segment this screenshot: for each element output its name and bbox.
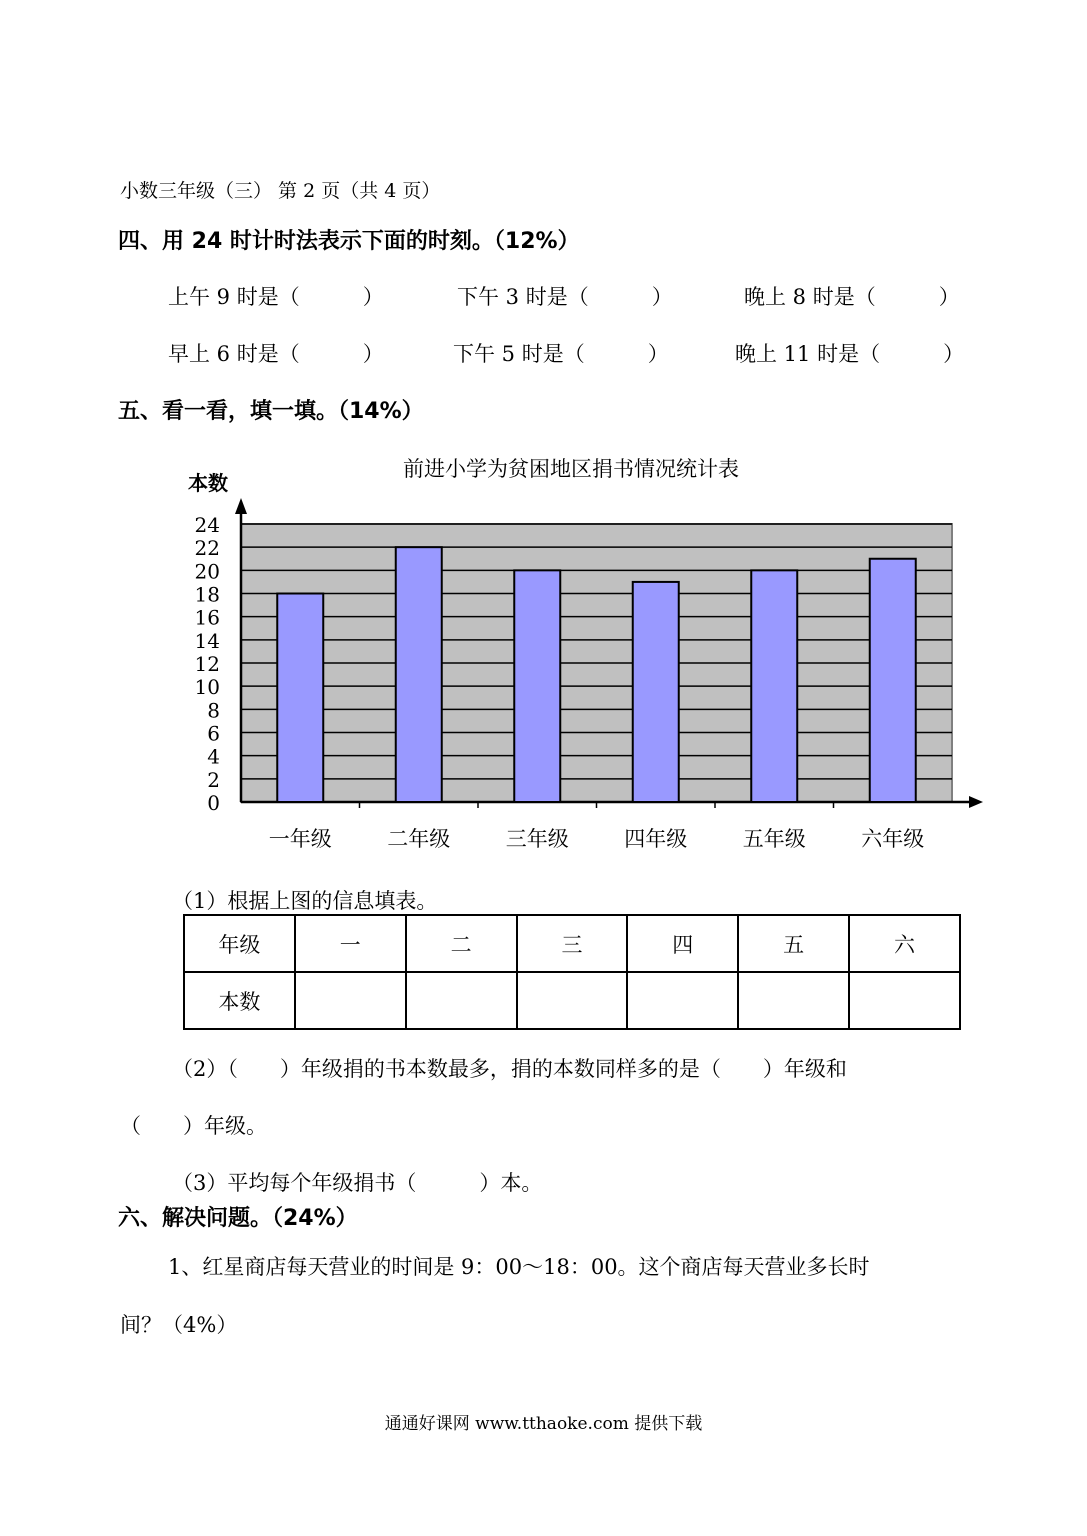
table-row [184, 972, 960, 1029]
time-question-3: 晚上 8 时是（ ） [744, 285, 960, 309]
y-tick-label: 6 [207, 721, 220, 746]
y-axis-arrow [235, 498, 247, 514]
page-header: 小数三年级（三） 第 2 页（共 4 页） [120, 180, 441, 202]
y-tick-label: 10 [194, 675, 220, 700]
fill-in-table [183, 914, 961, 1030]
page-footer: 通通好课网 www.tthaoke.com 提供下载 [384, 1414, 703, 1434]
time-question-2: 下午 3 时是（ ） [457, 285, 673, 309]
bar [514, 570, 560, 802]
answer-cell[interactable] [295, 972, 406, 1029]
row-header-grade: 年级 [184, 915, 295, 972]
y-tick-label: 18 [194, 582, 220, 607]
col-grade-4: 四 [627, 915, 738, 972]
row-header-count: 本数 [184, 972, 295, 1029]
col-grade-2: 二 [406, 915, 517, 972]
x-category-label: 四年级 [624, 827, 688, 851]
bar [870, 559, 916, 802]
answer-cell[interactable] [849, 972, 960, 1029]
x-category-label: 一年级 [268, 827, 332, 851]
y-axis-label: 本数 [188, 471, 228, 495]
bar-chart [180, 448, 990, 860]
question-1-text: （1）根据上图的信息填表。 [172, 889, 438, 913]
time-question-6: 晚上 11 时是（ ） [735, 342, 965, 366]
time-question-5: 下午 5 时是（ ） [453, 342, 669, 366]
col-grade-3: 三 [517, 915, 628, 972]
section-5-title: 五、看一看，填一填。（14%） [118, 399, 424, 424]
x-category-label: 五年级 [742, 827, 806, 851]
bar-chart-svg [180, 448, 990, 860]
question-3-text: （3）平均每个年级捐书（ ）本。 [172, 1171, 543, 1195]
question-2-line-1: （2）（ ）年级捐的书本数最多，捐的本数同样多的是（ ）年级和 [172, 1057, 847, 1081]
section-4-title: 四、用 24 时计时法表示下面的时刻。（12%） [118, 229, 580, 254]
y-tick-label: 8 [207, 698, 220, 723]
y-tick-label: 22 [194, 536, 220, 561]
answer-cell[interactable] [517, 972, 628, 1029]
y-tick-label: 4 [207, 744, 220, 769]
col-grade-1: 一 [295, 915, 406, 972]
question-2-line-2: （ ）年级。 [120, 1114, 267, 1138]
y-tick-label: 20 [194, 559, 220, 584]
bar [633, 582, 679, 802]
y-tick-label: 16 [194, 605, 220, 630]
bar [751, 570, 797, 802]
x-category-label: 二年级 [387, 827, 451, 851]
section-6-title: 六、解决问题。（24%） [118, 1206, 358, 1231]
y-tick-label: 24 [194, 513, 220, 537]
time-question-1: 上午 9 时是（ ） [168, 285, 384, 309]
bar [396, 547, 442, 802]
table-row [184, 915, 960, 972]
answer-cell[interactable] [738, 972, 849, 1029]
bar [277, 594, 323, 803]
chart-title: 前进小学为贫困地区捐书情况统计表 [403, 457, 739, 481]
x-category-label: 三年级 [505, 827, 569, 851]
x-category-label: 六年级 [861, 827, 925, 851]
col-grade-6: 六 [849, 915, 960, 972]
answer-cell[interactable] [627, 972, 738, 1029]
y-tick-label: 0 [207, 791, 220, 815]
time-question-4: 早上 6 时是（ ） [168, 342, 384, 366]
y-tick-label: 12 [194, 652, 220, 676]
col-grade-5: 五 [738, 915, 849, 972]
problem-1-line-2: 间？（4%） [120, 1313, 238, 1337]
y-tick-label: 2 [207, 767, 220, 792]
problem-1-line-1: 1、红星商店每天营业的时间是 9：00～18：00。这个商店每天营业多长时 [168, 1255, 870, 1279]
x-axis-arrow [969, 796, 983, 808]
answer-cell[interactable] [406, 972, 517, 1029]
y-tick-label: 14 [194, 628, 220, 653]
